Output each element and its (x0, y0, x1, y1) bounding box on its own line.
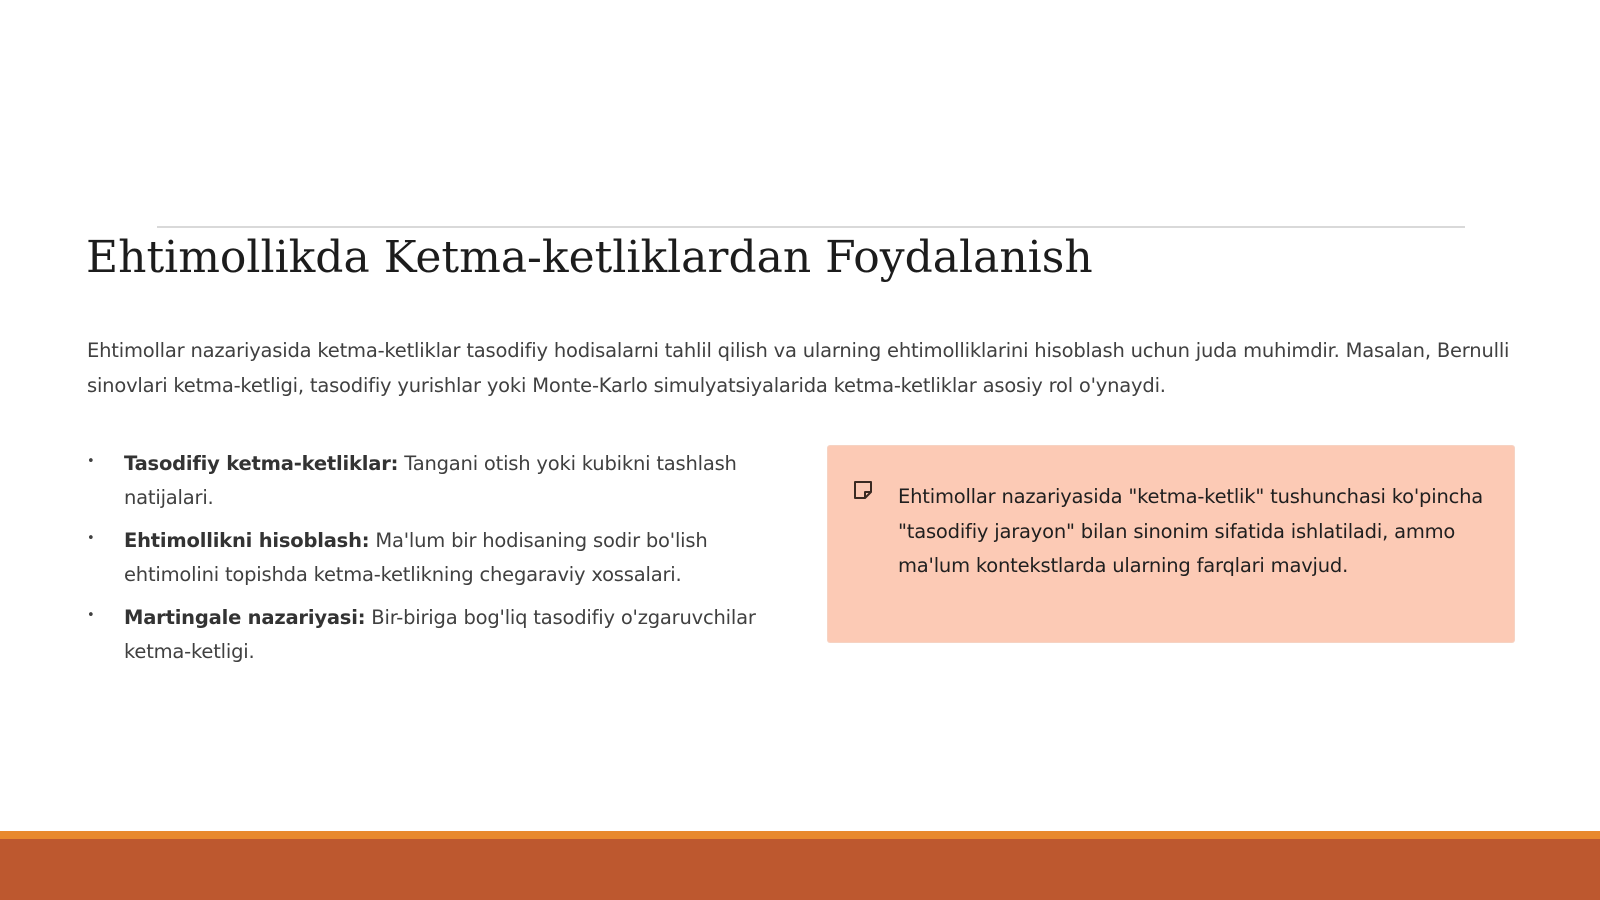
footer-accent-stripe (0, 831, 1600, 839)
bullet-list (87, 447, 777, 678)
bullet-text: Bir-biriga bog'liq tasodifiy o'zgaruvchilar ketma-ketligi. (124, 606, 756, 663)
bullet-term: Martingale nazariyasi: (124, 606, 366, 629)
bullet-text: Ma'lum bir hodisaning sodir bo'lish ehtimolini topishda ketma-ketlikning chegaraviy xossalari. (124, 529, 708, 586)
bullet-marker: • (87, 454, 95, 469)
bullet-item (87, 524, 777, 592)
bullet-term: Tasodifiy ketma-ketliklar: (124, 452, 399, 475)
bullet-marker: • (87, 531, 95, 546)
bullet-marker: • (87, 608, 95, 623)
sticky-note-icon (852, 479, 874, 501)
note-callout (828, 446, 1514, 642)
bullet-item (87, 447, 777, 515)
footer-band (0, 839, 1600, 900)
bullet-text: Tangani otish yoki kubikni tashlash natijalari. (124, 452, 737, 509)
slide-title: Ehtimollikda Ketma-ketliklardan Foydalanish (86, 232, 1093, 283)
note-text: Ehtimollar nazariyasida "ketma-ketlik" tushunchasi ko'pincha "tasodifiy jarayon" bilan sinonim sifatida ishlatiladi, ammo ma'lum kontekstlarda ularning farqlari mavjud. (898, 485, 1484, 577)
bullet-term: Ehtimollikni hisoblash: (124, 529, 370, 552)
intro-paragraph: Ehtimollar nazariyasida ketma-ketliklar tasodifiy hodisalarni tahlil qilish va ularning ehtimolliklarini hisoblash uchun juda muhimdir. Masalan, Bernulli sinovlari ketma-ketligi, tasodifiy yurishlar yoki Monte-Karlo simulyatsiyalarida ketma-ketliklar asosiy rol o'ynaydi. (87, 339, 1510, 397)
bullet-item (87, 601, 777, 669)
